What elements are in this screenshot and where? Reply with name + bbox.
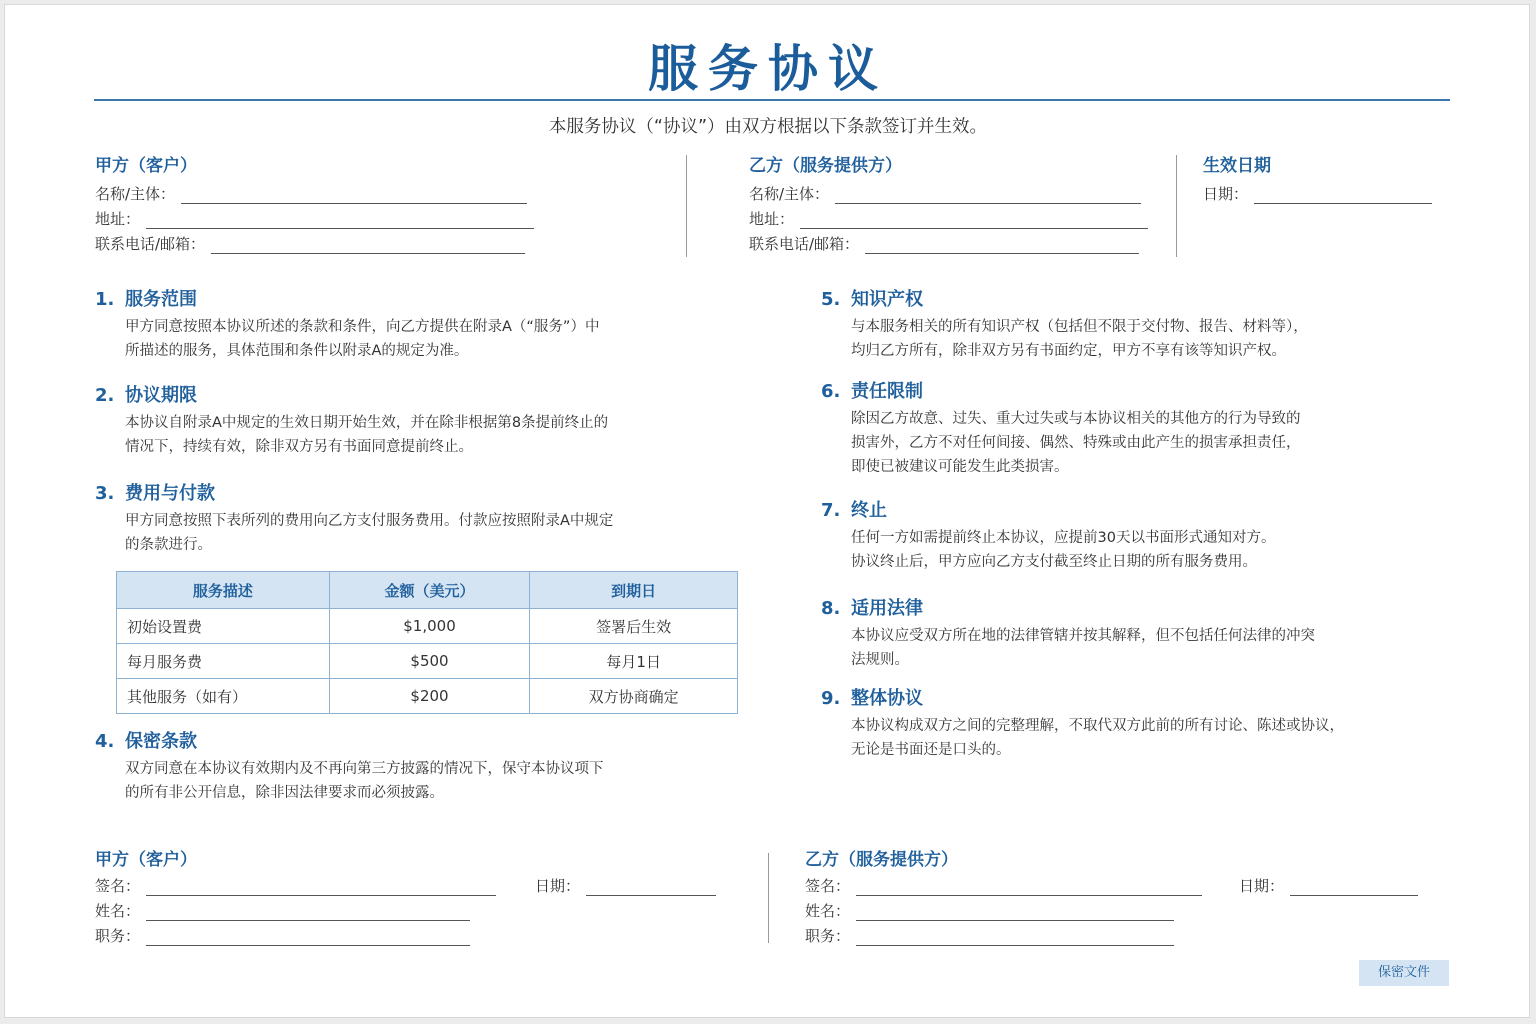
party-b-position-label: 职务： bbox=[805, 927, 851, 945]
clause-body: 本协议自附录A中规定的生效日期开始生效，并在除非根据第8条提前终止的 情况下，持续有效，除非双方另有书面同意提前终止。 bbox=[125, 415, 609, 455]
party-a-printed-name-field[interactable] bbox=[95, 900, 470, 921]
clause-body: 本协议构成双方之间的完整理解，不取代双方此前的所有讨论、陈述或协议， 无论是书面还是口头的。 bbox=[851, 718, 1344, 758]
header-divider bbox=[1176, 155, 1177, 257]
clause-body: 与本服务相关的所有知识产权（包括但不限于交付物、报告、材料等）， 均归乙方所有，除非双方另有书面约定，甲方不享有该等知识产权。 bbox=[851, 319, 1308, 359]
party-b-printed-name-label: 姓名： bbox=[805, 902, 851, 920]
party-b-printed-name-line[interactable] bbox=[856, 904, 1174, 921]
column-header-amount: 金额（美元） bbox=[329, 572, 530, 609]
party-a-signature-field[interactable] bbox=[95, 875, 496, 896]
clause-heading: 3. 费用与付款 bbox=[95, 483, 215, 504]
table-cell-description: 每月服务费 bbox=[117, 644, 330, 679]
party-a-contact-line[interactable] bbox=[211, 237, 525, 254]
party-a-sign-date-label: 日期： bbox=[535, 877, 581, 895]
party-b-sign-date-field[interactable] bbox=[1239, 875, 1418, 896]
clause-heading: 1. 服务范围 bbox=[95, 289, 197, 310]
party-b-contact-label: 联系电话/邮箱： bbox=[749, 235, 860, 253]
clause-body: 除因乙方故意、过失、重大过失或与本协议相关的其他方的行为导致的 损害外，乙方不对任何间接、偶然、特殊或由此产生的损害承担责任， 即使已被建议可能发生此类损害。 bbox=[851, 411, 1301, 475]
clause-heading: 6. 责任限制 bbox=[821, 381, 923, 402]
table-row bbox=[117, 644, 738, 679]
party-b-contact-field[interactable] bbox=[749, 233, 1139, 254]
party-a-position-field[interactable] bbox=[95, 925, 470, 946]
clause-heading: 4. 保密条款 bbox=[95, 731, 197, 752]
clause-heading: 5. 知识产权 bbox=[821, 289, 923, 310]
table-cell-due-date: 双方协商确定 bbox=[530, 679, 738, 714]
party-b-name-label: 名称/主体： bbox=[749, 185, 830, 203]
column-header-due-date: 到期日 bbox=[530, 572, 738, 609]
clause-body: 本协议应受双方所在地的法律管辖并按其解释，但不包括任何法律的冲突 法规则。 bbox=[851, 628, 1315, 668]
party-a-name-label: 名称/主体： bbox=[95, 185, 176, 203]
effective-date-line[interactable] bbox=[1254, 187, 1432, 204]
party-a-name-field[interactable] bbox=[95, 183, 527, 204]
party-b-position-line[interactable] bbox=[856, 929, 1174, 946]
clause-body: 任何一方如需提前终止本协议，应提前30天以书面形式通知对方。 协议终止后，甲方应向乙方支付截至终止日期的所有服务费用。 bbox=[851, 530, 1276, 570]
clause-body: 甲方同意按照本协议所述的条款和条件，向乙方提供在附录A（“服务”）中 所描述的服务，具体范围和条件以附录A的规定为准。 bbox=[125, 319, 600, 359]
clause-4 bbox=[95, 727, 735, 805]
party-a-signature-label: 签名： bbox=[95, 877, 141, 895]
party-b-title: 乙方（服务提供方） bbox=[749, 156, 902, 176]
clause-8 bbox=[821, 594, 1461, 672]
party-b-address-field[interactable] bbox=[749, 208, 1148, 229]
party-a-address-field[interactable] bbox=[95, 208, 534, 229]
party-a-position-label: 职务： bbox=[95, 927, 141, 945]
party-b-name-field[interactable] bbox=[749, 183, 1141, 204]
clause-heading: 9. 整体协议 bbox=[821, 688, 923, 709]
party-a-address-line[interactable] bbox=[146, 212, 534, 229]
party-b-printed-name-field[interactable] bbox=[805, 900, 1174, 921]
clause-3 bbox=[95, 479, 735, 557]
party-b-sign-date-label: 日期： bbox=[1239, 877, 1285, 895]
clause-body: 双方同意在本协议有效期内及不再向第三方披露的情况下，保守本协议项下 的所有非公开信息，除非因法律要求而必须披露。 bbox=[125, 761, 604, 801]
party-a-sign-date-field[interactable] bbox=[535, 875, 716, 896]
party-a-address-label: 地址： bbox=[95, 210, 141, 228]
fee-table bbox=[116, 571, 738, 714]
effective-date-title: 生效日期 bbox=[1203, 156, 1271, 176]
party-a-contact-field[interactable] bbox=[95, 233, 525, 254]
signature-party-b-title: 乙方（服务提供方） bbox=[805, 850, 958, 870]
party-b-position-field[interactable] bbox=[805, 925, 1174, 946]
party-b-signature-line[interactable] bbox=[856, 879, 1202, 896]
signature-party-a-title: 甲方（客户） bbox=[95, 850, 197, 870]
party-b-contact-line[interactable] bbox=[865, 237, 1139, 254]
party-b-sign-date-line[interactable] bbox=[1290, 879, 1418, 896]
clause-heading: 2. 协议期限 bbox=[95, 385, 197, 406]
clause-6 bbox=[821, 377, 1461, 479]
table-cell-amount: $500 bbox=[329, 644, 530, 679]
agreement-page bbox=[4, 4, 1530, 1018]
clause-5 bbox=[821, 285, 1461, 363]
party-a-sign-date-line[interactable] bbox=[586, 879, 716, 896]
header-divider bbox=[686, 155, 687, 257]
party-a-printed-name-label: 姓名： bbox=[95, 902, 141, 920]
party-b-address-label: 地址： bbox=[749, 210, 795, 228]
party-b-signature-label: 签名： bbox=[805, 877, 851, 895]
title-divider bbox=[94, 99, 1450, 101]
column-header-description: 服务描述 bbox=[117, 572, 330, 609]
table-cell-due-date: 签署后生效 bbox=[530, 609, 738, 644]
party-a-signature-line[interactable] bbox=[146, 879, 496, 896]
clause-7 bbox=[821, 496, 1461, 574]
clause-1 bbox=[95, 285, 735, 363]
party-a-title: 甲方（客户） bbox=[95, 156, 197, 176]
table-cell-description: 初始设置费 bbox=[117, 609, 330, 644]
party-b-signature-field[interactable] bbox=[805, 875, 1202, 896]
clause-body: 甲方同意按照下表所列的费用向乙方支付服务费用。付款应按照附录A中规定 的条款进行。 bbox=[125, 513, 614, 553]
table-row bbox=[117, 679, 738, 714]
table-cell-due-date: 每月1日 bbox=[530, 644, 738, 679]
clause-heading: 8. 适用法律 bbox=[821, 598, 923, 619]
confidential-badge: 保密文件 bbox=[1359, 960, 1449, 986]
table-cell-description: 其他服务（如有） bbox=[117, 679, 330, 714]
party-b-name-line[interactable] bbox=[835, 187, 1141, 204]
party-a-position-line[interactable] bbox=[146, 929, 470, 946]
fee-table-header bbox=[117, 572, 738, 609]
signature-divider bbox=[768, 853, 769, 943]
intro-text: 本服务协议（“协议”）由双方根据以下条款签订并生效。 bbox=[548, 117, 988, 137]
party-a-name-line[interactable] bbox=[181, 187, 527, 204]
party-a-printed-name-line[interactable] bbox=[146, 904, 470, 921]
document-title: 服务协议 bbox=[648, 39, 888, 98]
party-a-contact-label: 联系电话/邮箱： bbox=[95, 235, 206, 253]
effective-date-field[interactable] bbox=[1203, 183, 1432, 204]
table-row bbox=[117, 609, 738, 644]
effective-date-label: 日期： bbox=[1203, 185, 1249, 203]
party-b-address-line[interactable] bbox=[800, 212, 1148, 229]
table-cell-amount: $200 bbox=[329, 679, 530, 714]
clause-2 bbox=[95, 381, 735, 459]
table-cell-amount: $1,000 bbox=[329, 609, 530, 644]
clause-heading: 7. 终止 bbox=[821, 500, 887, 521]
clause-9 bbox=[821, 684, 1461, 762]
